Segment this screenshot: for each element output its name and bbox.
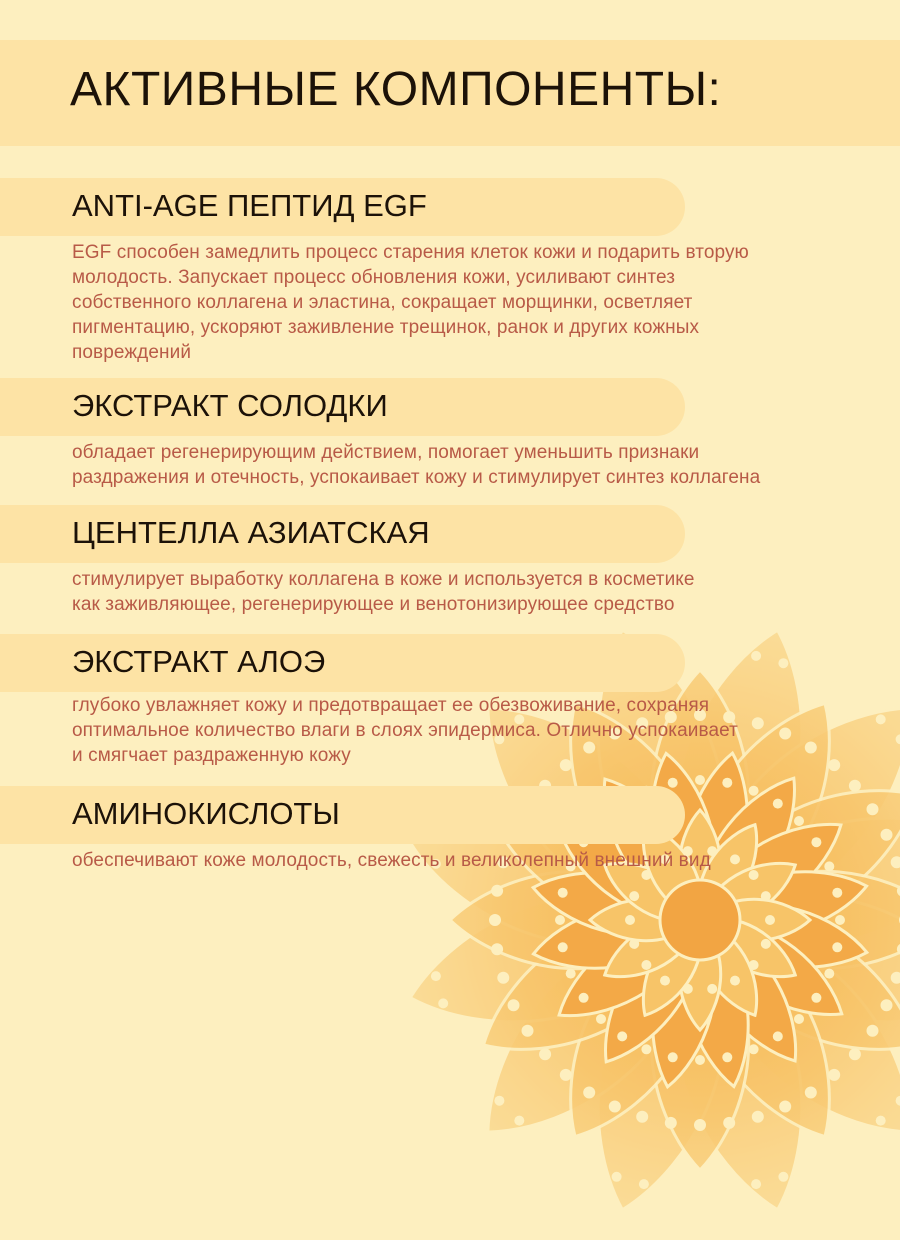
mandala-dot: [828, 1069, 840, 1081]
mandala-dot: [751, 651, 761, 661]
mandala-dot: [722, 1052, 732, 1062]
mandala-dot: [477, 1074, 487, 1084]
mandala-dot: [641, 1044, 651, 1054]
mandala-dot: [560, 1069, 572, 1081]
mandala-dot: [773, 799, 783, 809]
mandala-dot: [665, 1117, 677, 1129]
mandala-dot: [695, 775, 705, 785]
mandala-dot: [832, 942, 842, 952]
mandala-dot: [849, 1048, 861, 1060]
description-line: оптимальное количество влаги в слоях эпидермиса. Отлично успокаивает: [72, 720, 738, 741]
mandala-dot: [832, 888, 842, 898]
mandala-dot: [811, 993, 821, 1003]
mandala-dot: [749, 1044, 759, 1054]
mandala-dot: [639, 1179, 649, 1189]
description-line: стимулирует выработку коллагена в коже и используется в косметике: [72, 569, 695, 590]
component-description-licorice: [72, 440, 862, 490]
mandala-dot: [723, 1117, 735, 1129]
mandala-dot: [494, 1096, 504, 1106]
mandala-dot: [539, 1048, 551, 1060]
mandala-dot: [536, 1133, 546, 1143]
description-line: EGF способен замедлить процесс старения клеток кожи и подарить вторую: [72, 242, 749, 263]
component-heading-egf: ANTI-AGE ПЕПТИД EGF: [72, 188, 427, 223]
mandala-dot: [629, 891, 639, 901]
component-description-centella: [72, 567, 862, 617]
mandala-dot: [427, 887, 437, 897]
mandala-dot: [811, 837, 821, 847]
mandala-dot: [761, 891, 771, 901]
mandala-dot: [778, 1172, 788, 1182]
description-line: обеспечивают коже молодость, свежесть и великолепный внешний вид: [72, 850, 711, 871]
mandala-dot: [558, 888, 568, 898]
component-heading-centella: ЦЕНТЕЛЛА АЗИАТСКАЯ: [72, 515, 430, 550]
mandala-dot: [779, 1101, 791, 1113]
description-line: повреждений: [72, 342, 192, 363]
component-heading-amino: АМИНОКИСЛОТЫ: [72, 796, 340, 831]
mandala-dot: [497, 972, 509, 984]
mandala-dot: [881, 999, 893, 1011]
mandala-dot: [579, 993, 589, 1003]
mandala-dot: [508, 999, 520, 1011]
mandala-dot: [722, 778, 732, 788]
component-description-aloe: [72, 693, 862, 768]
mandala-dot: [723, 1184, 733, 1194]
description-line: пигментацию, ускоряют заживление трещинок, ранок и других кожных: [72, 317, 700, 338]
mandala-dot: [617, 1031, 627, 1041]
mandala-dot: [854, 1133, 864, 1143]
mandala-dot: [612, 1172, 622, 1182]
mandala-dot: [761, 939, 771, 949]
mandala-dot: [641, 960, 651, 970]
mandala-dot: [585, 1162, 595, 1172]
mandala-dot: [491, 885, 503, 897]
page-title: АКТИВНЫЕ КОМПОНЕНТЫ:: [70, 63, 722, 116]
mandala-dot: [765, 915, 775, 925]
mandala-dot: [583, 1087, 595, 1099]
component-heading-aloe: ЭКСТРАКТ АЛОЭ: [72, 644, 326, 679]
mandala-dot: [773, 1031, 783, 1041]
mandala-dot: [876, 1116, 886, 1126]
mandala-dot: [805, 1087, 817, 1099]
mandala-dot: [752, 1111, 764, 1123]
mandala-dot: [835, 915, 845, 925]
mandala-dot: [431, 971, 441, 981]
component-description-amino: [72, 848, 862, 873]
mandala-dot: [867, 803, 879, 815]
mandala-dot: [555, 915, 565, 925]
mandala-dot: [625, 915, 635, 925]
description-line: и смягчает раздраженную кожу: [72, 745, 351, 766]
mandala-dot: [794, 1014, 804, 1024]
mandala-dot: [660, 976, 670, 986]
mandala-dot: [425, 915, 435, 925]
mandala-dot: [636, 1111, 648, 1123]
mandala-dot: [427, 943, 437, 953]
component-heading-licorice: ЭКСТРАКТ СОЛОДКИ: [72, 388, 388, 423]
mandala-dot: [438, 998, 448, 1008]
description-line: обладает регенерирующим действием, помогает уменьшить признаки: [72, 442, 700, 463]
mandala-dot: [849, 780, 861, 792]
mandala-dot: [629, 939, 639, 949]
mandala-dot: [609, 1101, 621, 1113]
mandala-dot: [794, 816, 804, 826]
description-line: как заживляющее, регенерирующее и венотонизирующее средство: [72, 594, 675, 615]
component-description-egf: [72, 240, 862, 365]
mandala-dot: [694, 1119, 706, 1131]
description-line: молодость. Запускает процесс обновления кожи, усиливают синтез: [72, 267, 676, 288]
mandala-dot: [881, 829, 893, 841]
mandala-dot: [683, 984, 693, 994]
mandala-dot: [522, 1025, 534, 1037]
mandala-dot: [695, 645, 705, 655]
mandala-dot: [824, 969, 834, 979]
mandala-dot: [448, 1025, 458, 1035]
mandala-dot: [695, 1185, 705, 1195]
mandala-dot: [695, 1055, 705, 1065]
mandala-dot: [876, 714, 886, 724]
mandala-dot: [749, 786, 759, 796]
description-line: собственного коллагена и эластина, сокращает морщинки, осветляет: [72, 292, 693, 313]
mandala-dot: [667, 1184, 677, 1194]
mandala-dot: [778, 658, 788, 668]
description-line: глубоко увлажняет кожу и предотвращает ее обезвоживание, сохраняя: [72, 695, 710, 716]
mandala-center: [660, 880, 740, 960]
mandala-dot: [489, 914, 501, 926]
mandala-dot: [805, 1162, 815, 1172]
mandala-dot: [830, 681, 840, 691]
mandala-dot: [560, 1149, 570, 1159]
mandala-dot: [514, 1116, 524, 1126]
mandala-dot: [707, 984, 717, 994]
mandala-dot: [805, 668, 815, 678]
mandala-dot: [668, 1052, 678, 1062]
mandala-dot: [596, 1014, 606, 1024]
mandala-dot: [668, 778, 678, 788]
mandala-dot: [751, 1179, 761, 1189]
mandala-dot: [867, 1025, 879, 1037]
mandala-dot: [558, 942, 568, 952]
mandala-dot: [461, 1050, 471, 1060]
mandala-dot: [566, 969, 576, 979]
mandala-dot: [830, 1149, 840, 1159]
mandala-dot: [730, 976, 740, 986]
mandala-dot: [749, 960, 759, 970]
description-line: раздражения и отечность, успокаивает кожу и стимулирует синтез коллагена: [72, 467, 761, 488]
mandala-dot: [723, 647, 733, 657]
mandala-dot: [491, 943, 503, 955]
